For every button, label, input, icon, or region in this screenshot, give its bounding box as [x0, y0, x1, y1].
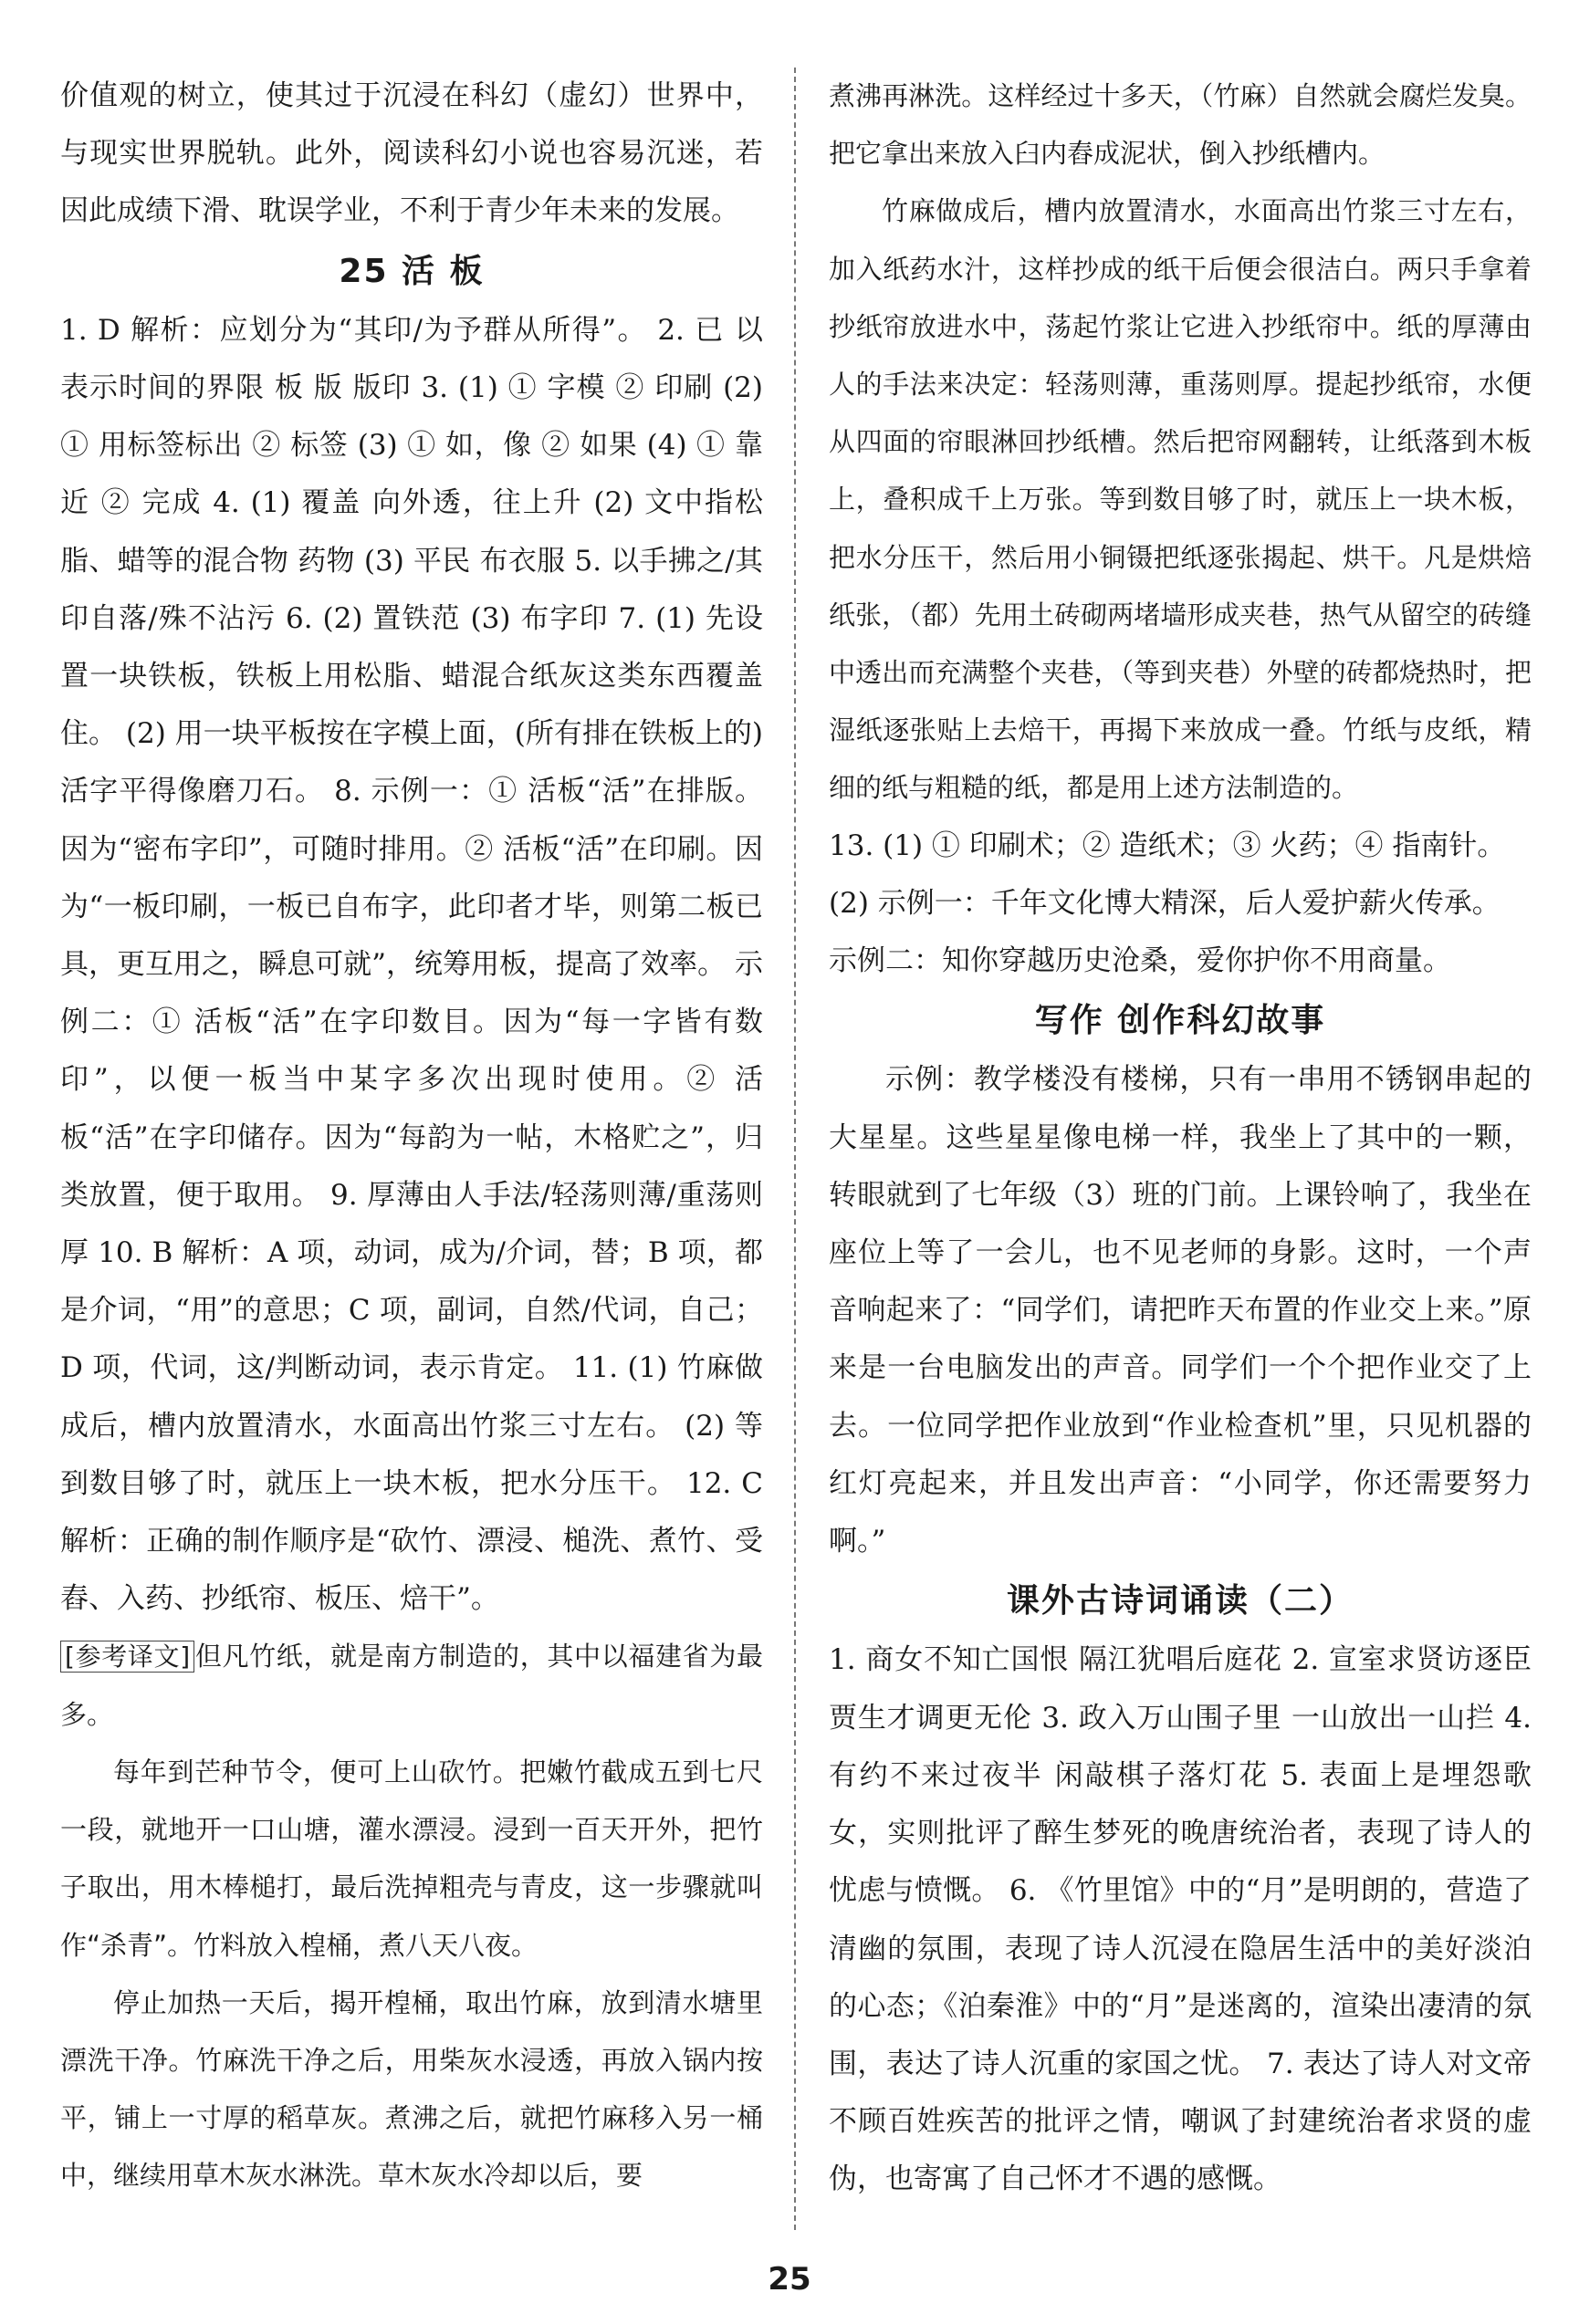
column-divider — [794, 68, 796, 2230]
writing-example: 示例：教学楼没有楼梯，只有一串用不锈钢串起的大星星。这些星星像电梯一样，我坐上了其中的一颗，转眼就到了七年级（3）班的门前。上课铃响了，我坐在座位上等了一会儿，也不见老师的身影。这时，一个声音响起来了：“同学们，请把昨天布置的作业交上来。”原来是一台电脑发出的声音。同学们一个个把作业交了上去。一位同学把作业放到“作业检查机”里，只见机器的红灯亮起来，并且发出声音：“小同学，你还需要努力啊。” — [829, 1063, 1532, 1558]
section-title-poetry: 课外古诗词诵读（二） — [1006, 1582, 1354, 1621]
right-column — [829, 68, 1532, 2209]
q13-part1: 13. (1) ① 印刷术；② 造纸术；③ 火药；④ 指南针。 — [829, 829, 1506, 862]
translation-p2: 每年到芒种节令，便可上山砍竹。把嫩竹截成五到七尺一段，就地开一口山塘，灌水漂浸。浸到一百天开外，把竹子取出，用木棒槌打，最后洗掉粗壳与青皮，这一步骤就叫作“杀青”。竹料放入楻桶，煮八天八夜。 — [60, 1756, 763, 1961]
translation-continued-p1: 煮沸再淋洗。这样经过十多天，（竹麻）自然就会腐烂发臭。把它拿出来放入臼内舂成泥状，倒入抄纸槽内。 — [829, 80, 1532, 170]
page-number: 25 — [768, 2261, 811, 2298]
answers-block: 1. D 解析：应划分为“其印/为予群从所得”。 2. 已 以 表示时间的界限 板 版 版印 3. (1) ① 字模 ② 印刷 (2) ① 用标签标出 ② 标签 (3) ① 如，像 ② 如果 (4) ① 靠近 ② 完成 4. (1) 覆盖 向外透，往上升 (2) 文中指松脂、蜡等的混合物 药物 (3) 平民 布衣服 5. 以手拂之/其印自落/殊不沾污 6. (2) 置铁范 (3) 布字印 7. (1) 先设置一块铁板，铁板上用松脂、蜡混合纸灰这类东西覆盖住。 (2) 用一块平板按在字模上面，(所有排在铁板上的)活字平得像磨刀石。 8. 示例一：① 活板“活”在排版。因为“密布字印”，可随时排用。② 活板“活”在印刷。因为“一板印刷，一板已自布字，此印者才毕，则第二板已具，更互用之，瞬息可就”，统筹用板，提高了效率。 示例二：① 活板“活”在字印数目。因为“每一字皆有数印”，以便一板当中某字多次出现时使用。② 活板“活”在字印储存。因为“每韵为一帖，木格贮之”，归类放置，便于取用。 9. 厚薄由人手法/轻荡则薄/重荡则厚 10. B 解析：A 项，动词，成为/介词，替；B 项，都是介词，“用”的意思；C 项，副词，自然/代词，自己；D 项，代词，这/判断动词，表示肯定。 11. (1) 竹麻做成后，槽内放置清水，水面高出竹浆三寸左右。 (2) 等到数目够了时，就压上一块木板，把水分压干。 12. C 解析：正确的制作顺序是“砍竹、漂浸、槌洗、煮竹、受舂、入药、抄纸帘、板压、焙干”。 — [60, 313, 763, 1616]
poetry-answers: 1. 商女不知亡国恨 隔江犹唱后庭花 2. 宣室求贤访逐臣 贾生才调更无伦 3. 政入万山围子里 一山放出一山拦 4. 有约不来过夜半 闲敲棋子落灯花 5. 表面上是埋怨歌女，实则批评了醉生梦死的晚唐统治者，表现了诗人的忧虑与愤慨。 6. 《竹里馆》中的“月”是明朗的，营造了清幽的氛围，表现了诗人沉浸在隐居生活中的美好淡泊的心态；《泊秦淮》中的“月”是迷离的，渲染出凄清的氛围，表达了诗人沉重的家国之忧。 7. 表达了诗人对文帝不顾百姓疾苦的批评之情，嘲讽了封建统治者求贤的虚伪，也寄寓了自己怀才不遇的感慨。 — [829, 1643, 1532, 2196]
translation-label: [参考译文] — [60, 1641, 194, 1673]
section-title-writing: 写作 创作科幻故事 — [1034, 1002, 1326, 1040]
translation-p1: 但凡竹纸，就是南方制造的，其中以福建省为最多。 — [60, 1641, 763, 1730]
section-title-huoban: 25 活 板 — [339, 252, 485, 290]
q13-part3: 示例二：知你穿越历史沧桑，爱你护你不用商量。 — [829, 944, 1451, 978]
intro-paragraph: 价值观的树立，使其过于沉浸在科幻（虚幻）世界中，与现实世界脱轨。此外，阅读科幻小说也容易沉迷，若因此成绩下滑、耽误学业，不利于青少年未来的发展。 — [60, 79, 763, 228]
translation-p3: 停止加热一天后，揭开楻桶，取出竹麻，放到清水塘里漂洗干净。竹麻洗干净之后，用柴灰水浸透，再放入锅内按平，铺上一寸厚的稻草灰。煮沸之后，就把竹麻移入另一桶中，继续用草木灰水淋洗。草木灰水冷却以后，要 — [60, 1986, 763, 2192]
q13-part2: (2) 示例一：千年文化博大精深，后人爱护薪火传承。 — [829, 886, 1501, 920]
translation-intro — [60, 1628, 763, 1743]
left-column — [60, 68, 763, 2205]
translation-continued-p2: 竹麻做成后，槽内放置清水，水面高出竹浆三寸左右，加入纸药水汁，这样抄成的纸干后便会很洁白。两只手拿着抄纸帘放进水中，荡起竹浆让它进入抄纸帘中。纸的厚薄由人的手法来决定：轻荡则薄，重荡则厚。提起抄纸帘，水便从四面的帘眼淋回抄纸槽。然后把帘网翻转，让纸落到木板上，叠积成千上万张。等到数目够了时，就压上一块木板，把水分压干，然后用小铜镊把纸逐张揭起、烘干。凡是烘焙纸张，（都）先用土砖砌两堵墙形成夹巷，热气从留空的砖缝中透出而充满整个夹巷，（等到夹巷）外壁的砖都烧热时，把湿纸逐张贴上去焙干，再揭下来放成一叠。竹纸与皮纸，精细的纸与粗糙的纸，都是用上述方法制造的。 — [829, 195, 1532, 804]
